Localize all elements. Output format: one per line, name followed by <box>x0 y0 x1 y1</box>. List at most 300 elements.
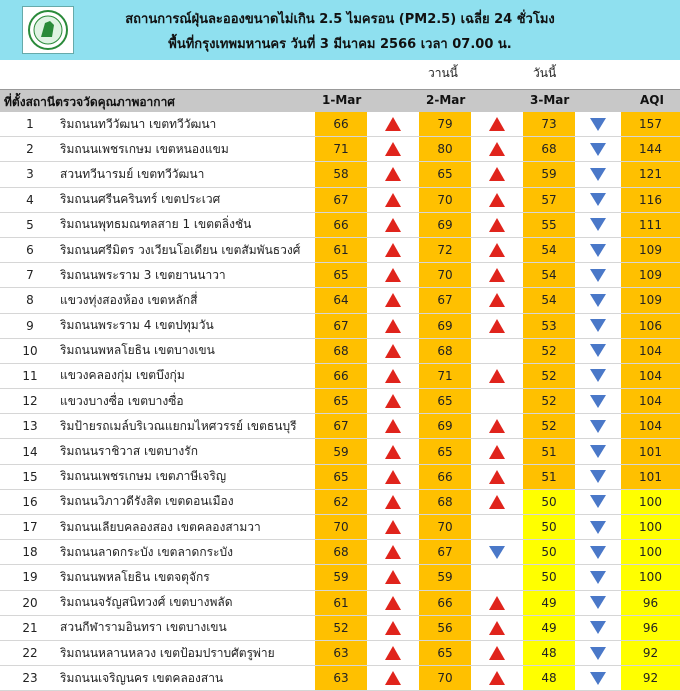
date1-header: 1-Mar <box>322 93 362 107</box>
arrow-up-icon <box>489 293 505 307</box>
trend-date3 <box>575 439 621 463</box>
row-number: 16 <box>22 494 38 509</box>
trend-date3 <box>575 188 621 212</box>
arrow-up-icon <box>385 319 401 333</box>
station-location: ริมถนนศรีมิตร วงเวียนโอเดียน เขตสัมพันธวงศ์ <box>60 242 301 257</box>
arrow-up-icon <box>489 142 505 156</box>
trend-date2 <box>471 314 523 338</box>
date2-header: 2-Mar <box>426 93 466 107</box>
report-subtitle: พื้นที่กรุงเทพมหานคร วันที่ 3 มีนาคม 2566 เวลา 07.00 น. <box>168 37 512 52</box>
location-header: ที่ตั้งสถานีตรวจวัดคุณภาพอากาศ <box>4 95 175 109</box>
station-location: สวนกีฬารามอินทรา เขตบางเขน <box>60 620 227 635</box>
pm25-date2: 80 <box>419 137 471 161</box>
pm25-date1: 61 <box>315 238 367 262</box>
trend-date2 <box>471 288 523 312</box>
trend-date1 <box>367 465 419 489</box>
arrow-down-icon <box>590 571 606 584</box>
date3-header: 3-Mar <box>530 93 570 107</box>
pm25-date1: 63 <box>315 641 367 665</box>
row-number: 10 <box>22 343 38 358</box>
table-row <box>0 515 680 540</box>
trend-date1 <box>367 213 419 237</box>
pm25-date1: 65 <box>315 389 367 413</box>
pm25-date2: 66 <box>419 591 471 615</box>
pm25-date2: 70 <box>419 666 471 690</box>
today-note: วันนี้ <box>533 66 557 80</box>
trend-date1 <box>367 364 419 388</box>
trend-date3 <box>575 540 621 564</box>
aqi-value: 104 <box>621 414 680 438</box>
pm25-date1: 68 <box>315 339 367 363</box>
arrow-down-icon <box>590 193 606 206</box>
arrow-down-icon <box>590 244 606 257</box>
table-row <box>0 540 680 565</box>
trend-date1 <box>367 112 419 136</box>
aqi-value: 96 <box>621 616 680 640</box>
pm25-date2: 67 <box>419 540 471 564</box>
table-row <box>0 591 680 616</box>
arrow-up-icon <box>489 419 505 433</box>
row-number: 13 <box>22 419 38 434</box>
trend-date3 <box>575 515 621 539</box>
pm25-date2: 65 <box>419 641 471 665</box>
station-location: สวนทวีนารมย์ เขตทวีวัฒนา <box>60 166 205 181</box>
arrow-down-icon <box>590 319 606 332</box>
pm25-date2: 65 <box>419 162 471 186</box>
trend-date2 <box>471 591 523 615</box>
arrow-down-icon <box>590 369 606 382</box>
trend-date1 <box>367 288 419 312</box>
row-number: 18 <box>22 545 38 560</box>
pm25-date2: 66 <box>419 465 471 489</box>
column-header <box>0 89 680 112</box>
table-row <box>0 263 680 288</box>
station-location: ริมถนนพุทธมณฑลสาย 1 เขตตลิ่งชัน <box>60 217 252 232</box>
arrow-down-icon <box>590 168 606 181</box>
trend-date3 <box>575 465 621 489</box>
pm25-date2: 65 <box>419 439 471 463</box>
arrow-up-icon <box>385 621 401 635</box>
pm25-date1: 67 <box>315 414 367 438</box>
row-number: 5 <box>26 217 34 232</box>
trend-date1 <box>367 490 419 514</box>
arrow-up-icon <box>385 344 401 358</box>
trend-date3 <box>575 414 621 438</box>
trend-date1 <box>367 641 419 665</box>
pm25-date3: 51 <box>523 465 575 489</box>
arrow-up-icon <box>385 394 401 408</box>
aqi-value: 144 <box>621 137 680 161</box>
station-location: แขวงบางซื่อ เขตบางซื่อ <box>60 393 184 408</box>
arrow-down-icon <box>590 546 606 559</box>
station-location: ริมถนนเพชรเกษม เขตหนองแขม <box>60 141 229 156</box>
trend-date2 <box>471 339 523 363</box>
pm25-date1: 59 <box>315 565 367 589</box>
table-row <box>0 162 680 187</box>
arrow-up-icon <box>489 167 505 181</box>
arrow-up-icon <box>385 495 401 509</box>
pm25-date2: 69 <box>419 414 471 438</box>
row-number: 23 <box>22 671 38 686</box>
station-location: ริมถนนทวีวัฒนา เขตทวีวัฒนา <box>60 116 217 131</box>
pm25-date2: 69 <box>419 314 471 338</box>
table-row <box>0 314 680 339</box>
aqi-value: 104 <box>621 389 680 413</box>
station-location: ริมถนนพหลโยธิน เขตจตุจักร <box>60 569 210 584</box>
yesterday-note: วานนี้ <box>428 66 458 80</box>
table-row <box>0 364 680 389</box>
station-location: ริมถนนพหลโยธิน เขตบางเขน <box>60 343 215 358</box>
trend-date3 <box>575 263 621 287</box>
pm25-date2: 68 <box>419 339 471 363</box>
pm25-date2: 65 <box>419 389 471 413</box>
trend-date3 <box>575 364 621 388</box>
arrow-up-icon <box>385 646 401 660</box>
arrow-up-icon <box>489 268 505 282</box>
pm25-date1: 71 <box>315 137 367 161</box>
trend-date1 <box>367 515 419 539</box>
aqi-value: 92 <box>621 666 680 690</box>
pm25-date2: 70 <box>419 188 471 212</box>
row-number: 22 <box>22 646 38 661</box>
arrow-down-icon <box>590 118 606 131</box>
trend-date2 <box>471 389 523 413</box>
aqi-value: 104 <box>621 364 680 388</box>
arrow-up-icon <box>385 419 401 433</box>
arrow-up-icon <box>489 218 505 232</box>
trend-date3 <box>575 616 621 640</box>
trend-date1 <box>367 263 419 287</box>
aqi-value: 109 <box>621 288 680 312</box>
table-row <box>0 439 680 464</box>
pm25-date2: 71 <box>419 364 471 388</box>
trend-date3 <box>575 389 621 413</box>
trend-date2 <box>471 490 523 514</box>
arrow-down-icon <box>590 495 606 508</box>
trend-date2 <box>471 616 523 640</box>
row-number: 6 <box>26 243 34 258</box>
pm25-date2: 68 <box>419 490 471 514</box>
arrow-down-icon <box>590 445 606 458</box>
aqi-value: 104 <box>621 339 680 363</box>
arrow-up-icon <box>385 470 401 484</box>
pm25-date2: 70 <box>419 515 471 539</box>
pm25-date2: 70 <box>419 263 471 287</box>
pm25-date3: 50 <box>523 540 575 564</box>
trend-date2 <box>471 465 523 489</box>
trend-date1 <box>367 414 419 438</box>
row-number: 7 <box>26 268 34 283</box>
arrow-up-icon <box>489 117 505 131</box>
aqi-value: 101 <box>621 465 680 489</box>
trend-date3 <box>575 213 621 237</box>
row-number: 15 <box>22 469 38 484</box>
trend-date1 <box>367 389 419 413</box>
trend-date3 <box>575 339 621 363</box>
pm25-date3: 49 <box>523 616 575 640</box>
arrow-up-icon <box>385 218 401 232</box>
arrow-up-icon <box>385 117 401 131</box>
station-location: ริมถนนวิภาวดีรังสิต เขตดอนเมือง <box>60 494 234 509</box>
pm25-date3: 52 <box>523 339 575 363</box>
trend-date3 <box>575 288 621 312</box>
trend-date2 <box>471 162 523 186</box>
aqi-value: 116 <box>621 188 680 212</box>
table-row <box>0 414 680 439</box>
row-number: 1 <box>26 117 34 132</box>
pm25-date3: 73 <box>523 112 575 136</box>
trend-date1 <box>367 540 419 564</box>
trend-date1 <box>367 616 419 640</box>
arrow-up-icon <box>385 268 401 282</box>
arrow-up-icon <box>385 570 401 584</box>
arrow-up-icon <box>489 646 505 660</box>
trend-date1 <box>367 591 419 615</box>
station-location: ริมถนนพระราม 3 เขตยานนาวา <box>60 267 226 282</box>
pm25-date1: 66 <box>315 213 367 237</box>
arrow-up-icon <box>489 369 505 383</box>
arrow-down-icon <box>590 218 606 231</box>
arrow-up-icon <box>385 142 401 156</box>
pm25-date3: 52 <box>523 389 575 413</box>
table-row <box>0 288 680 313</box>
pm25-date3: 50 <box>523 490 575 514</box>
arrow-up-icon <box>385 167 401 181</box>
table-row <box>0 238 680 263</box>
station-location: ริมถนนเจริญนคร เขตคลองสาน <box>60 670 224 685</box>
pm25-date2: 69 <box>419 213 471 237</box>
arrow-up-icon <box>489 445 505 459</box>
station-location: ริมป้ายรถเมล์บริเวณแยกมไหศวรรย์ เขตธนบุรี <box>60 418 297 433</box>
table-row <box>0 565 680 590</box>
arrow-up-icon <box>489 596 505 610</box>
trend-date3 <box>575 641 621 665</box>
arrow-up-icon <box>385 671 401 685</box>
arrow-down-icon <box>590 395 606 408</box>
trend-date1 <box>367 314 419 338</box>
trend-date3 <box>575 490 621 514</box>
table-row <box>0 465 680 490</box>
aqi-value: 92 <box>621 641 680 665</box>
aqi-value: 100 <box>621 565 680 589</box>
pm25-date3: 52 <box>523 364 575 388</box>
pm25-date3: 48 <box>523 666 575 690</box>
pm25-date1: 64 <box>315 288 367 312</box>
arrow-up-icon <box>489 193 505 207</box>
pm25-date2: 79 <box>419 112 471 136</box>
arrow-down-icon <box>489 546 505 559</box>
trend-date2 <box>471 112 523 136</box>
row-number: 8 <box>26 293 34 308</box>
station-location: ริมถนนพระราม 4 เขตปทุมวัน <box>60 318 214 333</box>
aqi-value: 111 <box>621 213 680 237</box>
pm25-date2: 67 <box>419 288 471 312</box>
trend-date3 <box>575 112 621 136</box>
arrow-up-icon <box>385 369 401 383</box>
pm25-date3: 53 <box>523 314 575 338</box>
arrow-up-icon <box>489 319 505 333</box>
arrow-up-icon <box>385 596 401 610</box>
row-number: 2 <box>26 142 34 157</box>
table-row <box>0 112 680 137</box>
pm25-date1: 68 <box>315 540 367 564</box>
pm25-date1: 52 <box>315 616 367 640</box>
station-location: ริมถนนลาดกระบัง เขตลาดกระบัง <box>60 544 233 559</box>
trend-date2 <box>471 540 523 564</box>
trend-date1 <box>367 137 419 161</box>
aqi-value: 109 <box>621 263 680 287</box>
table-row <box>0 641 680 666</box>
station-location: ริมถนนหลานหลวง เขตป้อมปราบศัตรูพ่าย <box>60 645 275 660</box>
row-number: 9 <box>26 318 34 333</box>
arrow-up-icon <box>385 545 401 559</box>
trend-date3 <box>575 314 621 338</box>
station-location: ริมถนนเลียบคลองสอง เขตคลองสามวา <box>60 519 261 534</box>
trend-date3 <box>575 162 621 186</box>
pm25-date3: 54 <box>523 238 575 262</box>
table-row <box>0 490 680 515</box>
station-location: ริมถนนราชิวาส เขตบางรัก <box>60 444 198 459</box>
arrow-down-icon <box>590 596 606 609</box>
trend-date3 <box>575 137 621 161</box>
pm25-date3: 54 <box>523 263 575 287</box>
pm25-date3: 50 <box>523 515 575 539</box>
pm25-date2: 72 <box>419 238 471 262</box>
pm25-date1: 59 <box>315 439 367 463</box>
trend-date1 <box>367 162 419 186</box>
report-header <box>0 0 680 60</box>
arrow-down-icon <box>590 269 606 282</box>
station-location: แขวงคลองกุ่ม เขตบึงกุ่ม <box>60 368 185 383</box>
report-title: สถานการณ์ฝุ่นละอองขนาดไม่เกิน 2.5 ไมครอน (PM2.5) เฉลี่ย 24 ชั่วโมง <box>125 12 555 27</box>
pm25-date3: 52 <box>523 414 575 438</box>
aqi-value: 109 <box>621 238 680 262</box>
arrow-down-icon <box>590 294 606 307</box>
pm25-date3: 51 <box>523 439 575 463</box>
trend-date2 <box>471 565 523 589</box>
pm25-date1: 63 <box>315 666 367 690</box>
table-row <box>0 666 680 691</box>
trend-date3 <box>575 666 621 690</box>
arrow-up-icon <box>385 445 401 459</box>
station-table <box>0 112 680 691</box>
pm25-date1: 62 <box>315 490 367 514</box>
pm25-date2: 56 <box>419 616 471 640</box>
row-number: 3 <box>26 167 34 182</box>
pm25-date3: 50 <box>523 565 575 589</box>
aqi-value: 100 <box>621 540 680 564</box>
pm25-date3: 68 <box>523 137 575 161</box>
row-number: 17 <box>22 520 38 535</box>
arrow-up-icon <box>489 243 505 257</box>
table-row <box>0 188 680 213</box>
arrow-down-icon <box>590 647 606 660</box>
pm25-date1: 65 <box>315 263 367 287</box>
arrow-up-icon <box>385 293 401 307</box>
pm25-date1: 66 <box>315 364 367 388</box>
arrow-down-icon <box>590 420 606 433</box>
trend-date1 <box>367 666 419 690</box>
pm25-date3: 59 <box>523 162 575 186</box>
trend-date2 <box>471 364 523 388</box>
trend-date2 <box>471 213 523 237</box>
row-number: 21 <box>22 620 38 635</box>
trend-date2 <box>471 263 523 287</box>
table-row <box>0 339 680 364</box>
arrow-down-icon <box>590 621 606 634</box>
trend-date3 <box>575 565 621 589</box>
pm25-date1: 58 <box>315 162 367 186</box>
row-number: 14 <box>22 444 38 459</box>
pm25-date3: 49 <box>523 591 575 615</box>
pm25-date1: 65 <box>315 465 367 489</box>
pm25-date1: 61 <box>315 591 367 615</box>
trend-date2 <box>471 188 523 212</box>
trend-date2 <box>471 137 523 161</box>
row-number: 20 <box>22 595 38 610</box>
trend-date1 <box>367 439 419 463</box>
table-row <box>0 213 680 238</box>
arrow-up-icon <box>385 243 401 257</box>
aqi-header: AQI <box>640 93 664 107</box>
row-number: 12 <box>22 394 38 409</box>
trend-date2 <box>471 666 523 690</box>
station-location: ริมถนนเพชรเกษม เขตภาษีเจริญ <box>60 469 227 484</box>
trend-date1 <box>367 339 419 363</box>
aqi-value: 96 <box>621 591 680 615</box>
pm25-date3: 48 <box>523 641 575 665</box>
pm25-date1: 70 <box>315 515 367 539</box>
arrow-down-icon <box>590 470 606 483</box>
trend-date2 <box>471 414 523 438</box>
arrow-down-icon <box>590 672 606 685</box>
pm25-date1: 67 <box>315 188 367 212</box>
trend-date2 <box>471 238 523 262</box>
aqi-value: 121 <box>621 162 680 186</box>
aqi-value: 106 <box>621 314 680 338</box>
pm25-date2: 59 <box>419 565 471 589</box>
pm25-date3: 54 <box>523 288 575 312</box>
arrow-up-icon <box>385 520 401 534</box>
station-location: ริมถนนจรัญสนิทวงศ์ เขตบางพลัด <box>60 595 233 610</box>
row-number: 11 <box>22 368 38 383</box>
row-number: 4 <box>26 192 34 207</box>
arrow-up-icon <box>489 671 505 685</box>
pm25-date3: 57 <box>523 188 575 212</box>
aqi-value: 100 <box>621 515 680 539</box>
trend-date2 <box>471 515 523 539</box>
arrow-down-icon <box>590 344 606 357</box>
arrow-up-icon <box>385 193 401 207</box>
aqi-value: 101 <box>621 439 680 463</box>
trend-date1 <box>367 238 419 262</box>
aqi-value: 157 <box>621 112 680 136</box>
trend-date1 <box>367 188 419 212</box>
trend-date1 <box>367 565 419 589</box>
table-row <box>0 389 680 414</box>
row-number: 19 <box>22 570 38 585</box>
arrow-up-icon <box>489 621 505 635</box>
arrow-up-icon <box>489 470 505 484</box>
pm25-date1: 66 <box>315 112 367 136</box>
arrow-down-icon <box>590 521 606 534</box>
table-row <box>0 137 680 162</box>
pm25-date3: 55 <box>523 213 575 237</box>
table-row <box>0 616 680 641</box>
trend-date2 <box>471 439 523 463</box>
trend-date3 <box>575 591 621 615</box>
trend-date3 <box>575 238 621 262</box>
